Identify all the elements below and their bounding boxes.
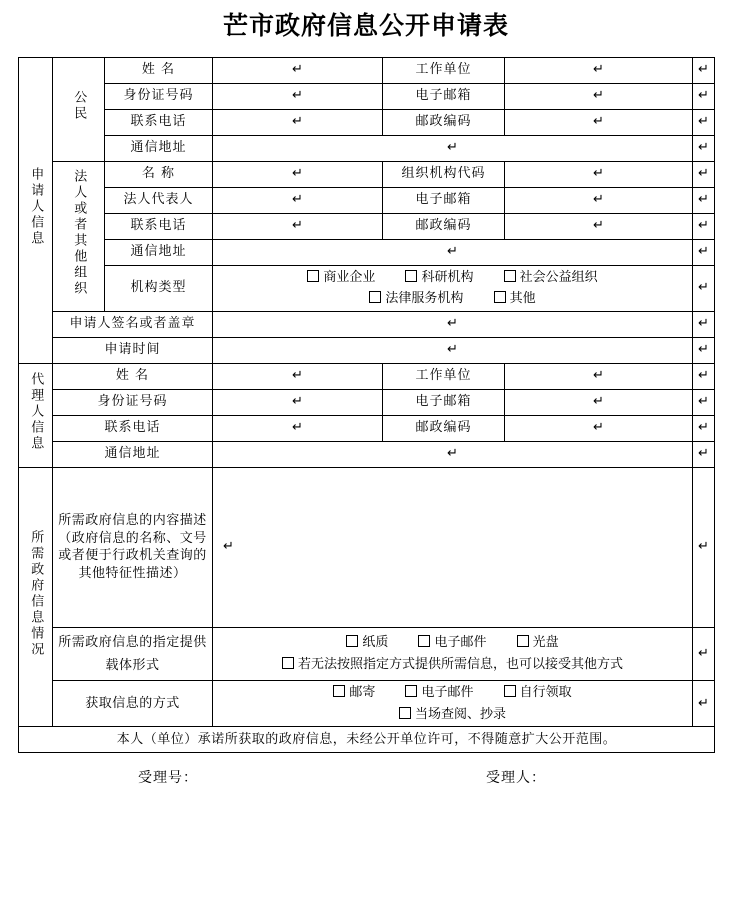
field-agent-phone[interactable]: ↵ [213, 415, 383, 441]
field-citizen-address[interactable]: ↵ [213, 135, 693, 161]
table-row [19, 627, 715, 681]
field-agent-id[interactable]: ↵ [213, 389, 383, 415]
margin-mark: ↵ [693, 265, 715, 311]
receipt-number-label: 受理号： [138, 770, 198, 787]
promise-statement: 本人（单位）承诺所获取的政府信息，未经公开单位许可，不得随意扩大公开范围。 [19, 727, 715, 753]
margin-mark: ↵ [693, 627, 715, 681]
checkbox-box-icon[interactable] [346, 635, 358, 647]
checkbox-box-icon[interactable] [405, 270, 417, 282]
label-org-postcode: 邮政编码 [383, 213, 505, 239]
table-row [19, 109, 715, 135]
table-row [19, 389, 715, 415]
label-org-code: 组织机构代码 [383, 161, 505, 187]
label-citizen-name: 姓 名 [105, 57, 213, 83]
field-org-postcode[interactable]: ↵ [505, 213, 693, 239]
checkbox-box-icon[interactable] [517, 635, 529, 647]
checkbox-box-icon[interactable] [494, 291, 506, 303]
margin-mark: ↵ [693, 389, 715, 415]
group-citizen: 公民 [53, 57, 105, 161]
field-org-name[interactable]: ↵ [213, 161, 383, 187]
field-citizen-name[interactable]: ↵ [213, 57, 383, 83]
table-row [19, 57, 715, 83]
label-agent-postcode: 邮政编码 [383, 415, 505, 441]
table-row [19, 363, 715, 389]
table-row [19, 135, 715, 161]
label-agent-phone: 联系电话 [53, 415, 213, 441]
checkbox-option-onsite-read[interactable]: 当场查阅、抄录 [399, 706, 506, 724]
table-row [19, 415, 715, 441]
section-agent-label: 代理人信息 [19, 363, 53, 467]
checkbox-box-icon[interactable] [504, 685, 516, 697]
table-row [19, 213, 715, 239]
field-signature[interactable]: ↵ [213, 311, 693, 337]
margin-mark: ↵ [693, 213, 715, 239]
checkbox-box-icon[interactable] [369, 291, 381, 303]
label-agent-id: 身份证号码 [53, 389, 213, 415]
label-agent-address: 通信地址 [53, 441, 213, 467]
checkbox-option-mail[interactable]: 邮寄 [333, 684, 375, 702]
label-carrier-form: 所需政府信息的指定提供载体形式 [53, 627, 213, 681]
table-row [19, 467, 715, 627]
page-title: 芒市政府信息公开申请表 [222, 11, 509, 40]
table-row [19, 727, 715, 753]
receiver-label: 受理人： [486, 770, 546, 787]
checkbox-option-fax[interactable]: 电子邮件 [405, 684, 473, 702]
label-citizen-phone: 联系电话 [105, 109, 213, 135]
group-organization: 法人或者其他组织 [53, 161, 105, 311]
margin-mark: ↵ [693, 311, 715, 337]
checkbox-box-icon[interactable] [333, 685, 345, 697]
checkbox-box-icon[interactable] [418, 635, 430, 647]
label-agent-email: 电子邮箱 [383, 389, 505, 415]
checkbox-option-research[interactable]: 科研机构 [405, 269, 473, 287]
checkbox-option-legal-service[interactable]: 法律服务机构 [369, 290, 463, 308]
field-citizen-id[interactable]: ↵ [213, 83, 383, 109]
field-citizen-work-unit[interactable]: ↵ [505, 57, 693, 83]
section-applicant-label: 申请人信息 [19, 57, 53, 363]
checkbox-option-public-welfare[interactable]: 社会公益组织 [504, 269, 598, 287]
section-needed-label: 所需政府信息情况 [19, 467, 53, 727]
table-row [19, 681, 715, 727]
table-row [19, 83, 715, 109]
table-row [19, 161, 715, 187]
checkbox-option-email-carrier[interactable]: 电子邮件 [418, 634, 486, 652]
field-org-phone[interactable]: ↵ [213, 213, 383, 239]
table-row [19, 239, 715, 265]
margin-mark: ↵ [693, 363, 715, 389]
checkbox-box-icon[interactable] [405, 685, 417, 697]
label-org-email: 电子邮箱 [383, 187, 505, 213]
margin-mark: ↵ [693, 109, 715, 135]
checkbox-option-commercial[interactable]: 商业企业 [307, 269, 375, 287]
field-obtain-checkboxes[interactable] [213, 681, 693, 727]
margin-mark: ↵ [693, 161, 715, 187]
field-agent-email[interactable]: ↵ [505, 389, 693, 415]
field-org-type-checkboxes[interactable] [213, 265, 693, 311]
label-org-name: 名 称 [105, 161, 213, 187]
margin-mark: ↵ [693, 83, 715, 109]
field-agent-name[interactable]: ↵ [213, 363, 383, 389]
label-citizen-work-unit: 工作单位 [383, 57, 505, 83]
checkbox-box-icon[interactable] [399, 707, 411, 719]
label-citizen-postcode: 邮政编码 [383, 109, 505, 135]
application-form-table [18, 57, 715, 754]
label-agent-name: 姓 名 [53, 363, 213, 389]
table-row [19, 441, 715, 467]
field-agent-address[interactable]: ↵ [213, 441, 693, 467]
field-agent-postcode[interactable]: ↵ [505, 415, 693, 441]
checkbox-box-icon[interactable] [282, 657, 294, 669]
label-signature: 申请人签名或者盖章 [53, 311, 213, 337]
label-citizen-address: 通信地址 [105, 135, 213, 161]
margin-mark: ↵ [693, 239, 715, 265]
field-carrier-checkboxes[interactable] [213, 627, 693, 681]
field-citizen-email[interactable]: ↵ [505, 83, 693, 109]
field-agent-work-unit[interactable]: ↵ [505, 363, 693, 389]
field-org-address[interactable]: ↵ [213, 239, 693, 265]
table-row [19, 265, 715, 311]
table-row [19, 311, 715, 337]
field-org-code[interactable]: ↵ [505, 161, 693, 187]
margin-mark: ↵ [693, 135, 715, 161]
checkbox-option-cd[interactable]: 光盘 [517, 634, 559, 652]
table-row [19, 187, 715, 213]
label-obtain-way: 获取信息的方式 [53, 681, 213, 727]
label-agent-work-unit: 工作单位 [383, 363, 505, 389]
checkbox-option-accept-other[interactable]: 若无法按照指定方式提供所需信息，也可以接受其他方式 [282, 656, 623, 674]
margin-mark: ↵ [693, 441, 715, 467]
checkbox-box-icon[interactable] [504, 270, 516, 282]
label-org-address: 通信地址 [105, 239, 213, 265]
margin-mark: ↵ [693, 57, 715, 83]
field-citizen-postcode[interactable]: ↵ [505, 109, 693, 135]
label-citizen-id: 身份证号码 [105, 83, 213, 109]
label-content-desc: 所需政府信息的内容描述（政府信息的名称、文号或者便于行政机关查询的其他特征性描述） [53, 467, 213, 627]
field-legal-rep[interactable]: ↵ [213, 187, 383, 213]
label-apply-time: 申请时间 [53, 337, 213, 363]
label-org-phone: 联系电话 [105, 213, 213, 239]
label-legal-rep: 法人代表人 [105, 187, 213, 213]
table-row [19, 337, 715, 363]
field-apply-time[interactable]: ↵ [213, 337, 693, 363]
margin-mark: ↵ [693, 467, 715, 627]
field-citizen-phone[interactable]: ↵ [213, 109, 383, 135]
checkbox-option-paper[interactable]: 纸质 [346, 634, 388, 652]
checkbox-option-other-org[interactable]: 其他 [494, 290, 536, 308]
label-citizen-email: 电子邮箱 [383, 83, 505, 109]
field-content-desc[interactable]: ↵ [213, 467, 693, 627]
label-org-type: 机构类型 [105, 265, 213, 311]
footer [18, 767, 714, 787]
margin-mark: ↵ [693, 337, 715, 363]
margin-mark: ↵ [693, 187, 715, 213]
margin-mark: ↵ [693, 681, 715, 727]
field-org-email[interactable]: ↵ [505, 187, 693, 213]
checkbox-option-self-pickup[interactable]: 自行领取 [504, 684, 572, 702]
document-page [0, 10, 732, 913]
checkbox-box-icon[interactable] [307, 270, 319, 282]
margin-mark: ↵ [693, 415, 715, 441]
